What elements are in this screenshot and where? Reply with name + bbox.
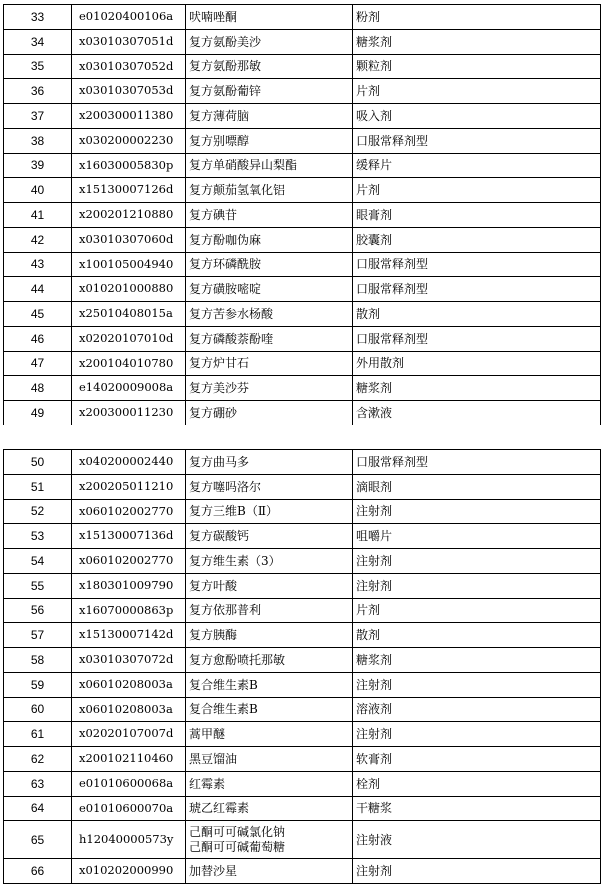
table-row — [4, 29, 601, 54]
drug-code: x200205011210 — [72, 474, 186, 499]
row-number: 57 — [4, 623, 72, 648]
drug-code: x200300011380 — [72, 104, 186, 129]
drug-code: x03010307052d — [72, 54, 186, 79]
table-row — [4, 5, 601, 30]
drug-code: x180301009790 — [72, 573, 186, 598]
table-row — [4, 499, 601, 524]
row-number: 51 — [4, 474, 72, 499]
dosage-form: 片剂 — [353, 178, 601, 203]
row-number: 66 — [4, 859, 72, 884]
drug-name: 吠喃唑酮 — [186, 5, 353, 30]
dosage-form: 外用散剂 — [353, 351, 601, 376]
drug-name-line2: 己酮可可碱葡萄糖 — [189, 839, 286, 854]
table-row — [4, 178, 601, 203]
drug-code: x03010307072d — [72, 648, 186, 673]
drug-name: 复方单硝酸异山梨酯 — [186, 153, 353, 178]
table-row — [4, 104, 601, 129]
dosage-form: 糖浆剂 — [353, 648, 601, 673]
drug-name: 复方别嘌醇 — [186, 128, 353, 153]
table-row — [4, 450, 601, 475]
row-number: 47 — [4, 351, 72, 376]
drug-name: 复方碳酸钙 — [186, 524, 353, 549]
row-number: 41 — [4, 203, 72, 228]
dosage-form: 口服常释剂型 — [353, 450, 601, 475]
table-row — [4, 128, 601, 153]
dosage-form: 干糖浆 — [353, 796, 601, 821]
row-number: 65 — [4, 821, 72, 859]
dosage-form: 眼膏剂 — [353, 203, 601, 228]
dosage-form: 口服常释剂型 — [353, 252, 601, 277]
drug-name: 复合维生素B — [186, 697, 353, 722]
row-number: 61 — [4, 722, 72, 747]
dosage-form: 含漱液 — [353, 401, 601, 426]
drug-name: 复方依那普利 — [186, 598, 353, 623]
drug-name: 复方美沙芬 — [186, 376, 353, 401]
row-number: 34 — [4, 29, 72, 54]
drug-code: x06010208003a — [72, 672, 186, 697]
row-number: 62 — [4, 747, 72, 772]
row-number: 58 — [4, 648, 72, 673]
row-number: 40 — [4, 178, 72, 203]
dosage-form: 注射剂 — [353, 672, 601, 697]
dosage-form: 滴眼剂 — [353, 474, 601, 499]
drug-code: x200102110460 — [72, 747, 186, 772]
row-number: 33 — [4, 5, 72, 30]
table-row — [4, 203, 601, 228]
table-row — [4, 648, 601, 673]
drug-code: x200300011230 — [72, 401, 186, 426]
drug-code: e01010600070a — [72, 796, 186, 821]
row-number: 42 — [4, 227, 72, 252]
dosage-form: 散剂 — [353, 623, 601, 648]
drug-code: x040200002440 — [72, 450, 186, 475]
dosage-form: 注射剂 — [353, 499, 601, 524]
table-gap — [0, 425, 604, 448]
drug-name: 复方叶酸 — [186, 573, 353, 598]
table-row — [4, 549, 601, 574]
row-number: 37 — [4, 104, 72, 129]
table-row — [4, 401, 601, 426]
table-row — [4, 771, 601, 796]
drug-name: 复方酚咖伪麻 — [186, 227, 353, 252]
dosage-form: 散剂 — [353, 302, 601, 327]
dosage-form: 吸入剂 — [353, 104, 601, 129]
row-number: 64 — [4, 796, 72, 821]
dosage-form: 糖浆剂 — [353, 29, 601, 54]
row-number: 35 — [4, 54, 72, 79]
drug-code: e14020009008a — [72, 376, 186, 401]
drug-code: x03010307053d — [72, 79, 186, 104]
dosage-form: 栓剂 — [353, 771, 601, 796]
drug-name: 黑豆馏油 — [186, 747, 353, 772]
table-row — [4, 54, 601, 79]
dosage-form: 软膏剂 — [353, 747, 601, 772]
table-row — [4, 277, 601, 302]
drug-name-line1: 己酮可可碱氯化钠 — [189, 824, 286, 839]
table-row — [4, 623, 601, 648]
table-row — [4, 672, 601, 697]
drug-code: x200201210880 — [72, 203, 186, 228]
drug-name: 加替沙星 — [186, 859, 353, 884]
drug-name: 复方曲马多 — [186, 450, 353, 475]
dosage-form: 注射液 — [353, 821, 601, 859]
drug-code: x010202000990 — [72, 859, 186, 884]
table-row — [4, 153, 601, 178]
drug-name: 复方炉甘石 — [186, 351, 353, 376]
drug-name: 红霉素 — [186, 771, 353, 796]
table-row — [4, 722, 601, 747]
row-number: 49 — [4, 401, 72, 426]
table-row — [4, 227, 601, 252]
dosage-form: 糖浆剂 — [353, 376, 601, 401]
dosage-form: 片剂 — [353, 79, 601, 104]
drug-name: 复方薄荷脑 — [186, 104, 353, 129]
row-number: 36 — [4, 79, 72, 104]
row-number: 50 — [4, 450, 72, 475]
dosage-form: 注射剂 — [353, 573, 601, 598]
row-number: 60 — [4, 697, 72, 722]
drug-code: x25010408015a — [72, 302, 186, 327]
drug-code: x03010307060d — [72, 227, 186, 252]
drug-code: x060102002770 — [72, 549, 186, 574]
row-number: 54 — [4, 549, 72, 574]
drug-code: x010201000880 — [72, 277, 186, 302]
row-number: 45 — [4, 302, 72, 327]
drug-code: x15130007142d — [72, 623, 186, 648]
drug-code: e01020400106a — [72, 5, 186, 30]
table-row — [4, 573, 601, 598]
table-row — [4, 697, 601, 722]
drug-name — [186, 821, 353, 859]
drug-name: 复方愈酚喷托那敏 — [186, 648, 353, 673]
drug-table-top — [3, 4, 601, 426]
table-row — [4, 302, 601, 327]
dosage-form: 口服常释剂型 — [353, 326, 601, 351]
dosage-form: 口服常释剂型 — [353, 128, 601, 153]
drug-name: 蒿甲醚 — [186, 722, 353, 747]
table-row — [4, 598, 601, 623]
drug-code: x060102002770 — [72, 499, 186, 524]
dosage-form: 溶液剂 — [353, 697, 601, 722]
dosage-form: 缓释片 — [353, 153, 601, 178]
row-number: 43 — [4, 252, 72, 277]
dosage-form: 胶囊剂 — [353, 227, 601, 252]
drug-name: 复合维生素B — [186, 672, 353, 697]
drug-name: 复方颠茄氢氧化铝 — [186, 178, 353, 203]
drug-code: x06010208003a — [72, 697, 186, 722]
table-row — [4, 474, 601, 499]
drug-name: 琥乙红霉素 — [186, 796, 353, 821]
drug-name: 复方氨酚那敏 — [186, 54, 353, 79]
table-row — [4, 351, 601, 376]
drug-name: 复方硼砂 — [186, 401, 353, 426]
row-number: 52 — [4, 499, 72, 524]
dosage-form: 咀嚼片 — [353, 524, 601, 549]
row-number: 59 — [4, 672, 72, 697]
dosage-form: 片剂 — [353, 598, 601, 623]
table-row — [4, 524, 601, 549]
row-number: 56 — [4, 598, 72, 623]
row-number: 48 — [4, 376, 72, 401]
drug-code: x100105004940 — [72, 252, 186, 277]
dosage-form: 注射剂 — [353, 722, 601, 747]
row-number: 55 — [4, 573, 72, 598]
table-row — [4, 859, 601, 884]
drug-code: h12040000573y — [72, 821, 186, 859]
drug-name: 复方三维B（Ⅱ） — [186, 499, 353, 524]
drug-table-bottom — [3, 449, 601, 884]
drug-code: x15130007136d — [72, 524, 186, 549]
drug-name: 复方噻吗洛尔 — [186, 474, 353, 499]
drug-code: x200104010780 — [72, 351, 186, 376]
table-row — [4, 747, 601, 772]
drug-name: 复方磷酸萘酚喹 — [186, 326, 353, 351]
drug-name: 复方维生素（3） — [186, 549, 353, 574]
drug-code: x030200002230 — [72, 128, 186, 153]
row-number: 46 — [4, 326, 72, 351]
table-row — [4, 376, 601, 401]
table-row — [4, 252, 601, 277]
dosage-form: 口服常释剂型 — [353, 277, 601, 302]
row-number: 44 — [4, 277, 72, 302]
drug-code: e01010600068a — [72, 771, 186, 796]
row-number: 38 — [4, 128, 72, 153]
row-number: 63 — [4, 771, 72, 796]
table-row — [4, 796, 601, 821]
drug-code: x02020107010d — [72, 326, 186, 351]
drug-code: x16030005830p — [72, 153, 186, 178]
drug-name: 复方氨酚葡锌 — [186, 79, 353, 104]
drug-name: 复方磺胺嘧啶 — [186, 277, 353, 302]
dosage-form: 注射剂 — [353, 859, 601, 884]
dosage-form: 注射剂 — [353, 549, 601, 574]
drug-code: x16070000863p — [72, 598, 186, 623]
drug-name: 复方苦参水杨酸 — [186, 302, 353, 327]
dosage-form: 颗粒剂 — [353, 54, 601, 79]
table-row — [4, 326, 601, 351]
row-number: 39 — [4, 153, 72, 178]
drug-name: 复方胰酶 — [186, 623, 353, 648]
drug-name: 复方环磷酰胺 — [186, 252, 353, 277]
drug-code: x02020107007d — [72, 722, 186, 747]
drug-code: x03010307051d — [72, 29, 186, 54]
drug-name: 复方氨酚美沙 — [186, 29, 353, 54]
drug-name: 复方碘苷 — [186, 203, 353, 228]
table-row — [4, 79, 601, 104]
table-row — [4, 821, 601, 859]
drug-code: x15130007126d — [72, 178, 186, 203]
dosage-form: 粉剂 — [353, 5, 601, 30]
row-number: 53 — [4, 524, 72, 549]
